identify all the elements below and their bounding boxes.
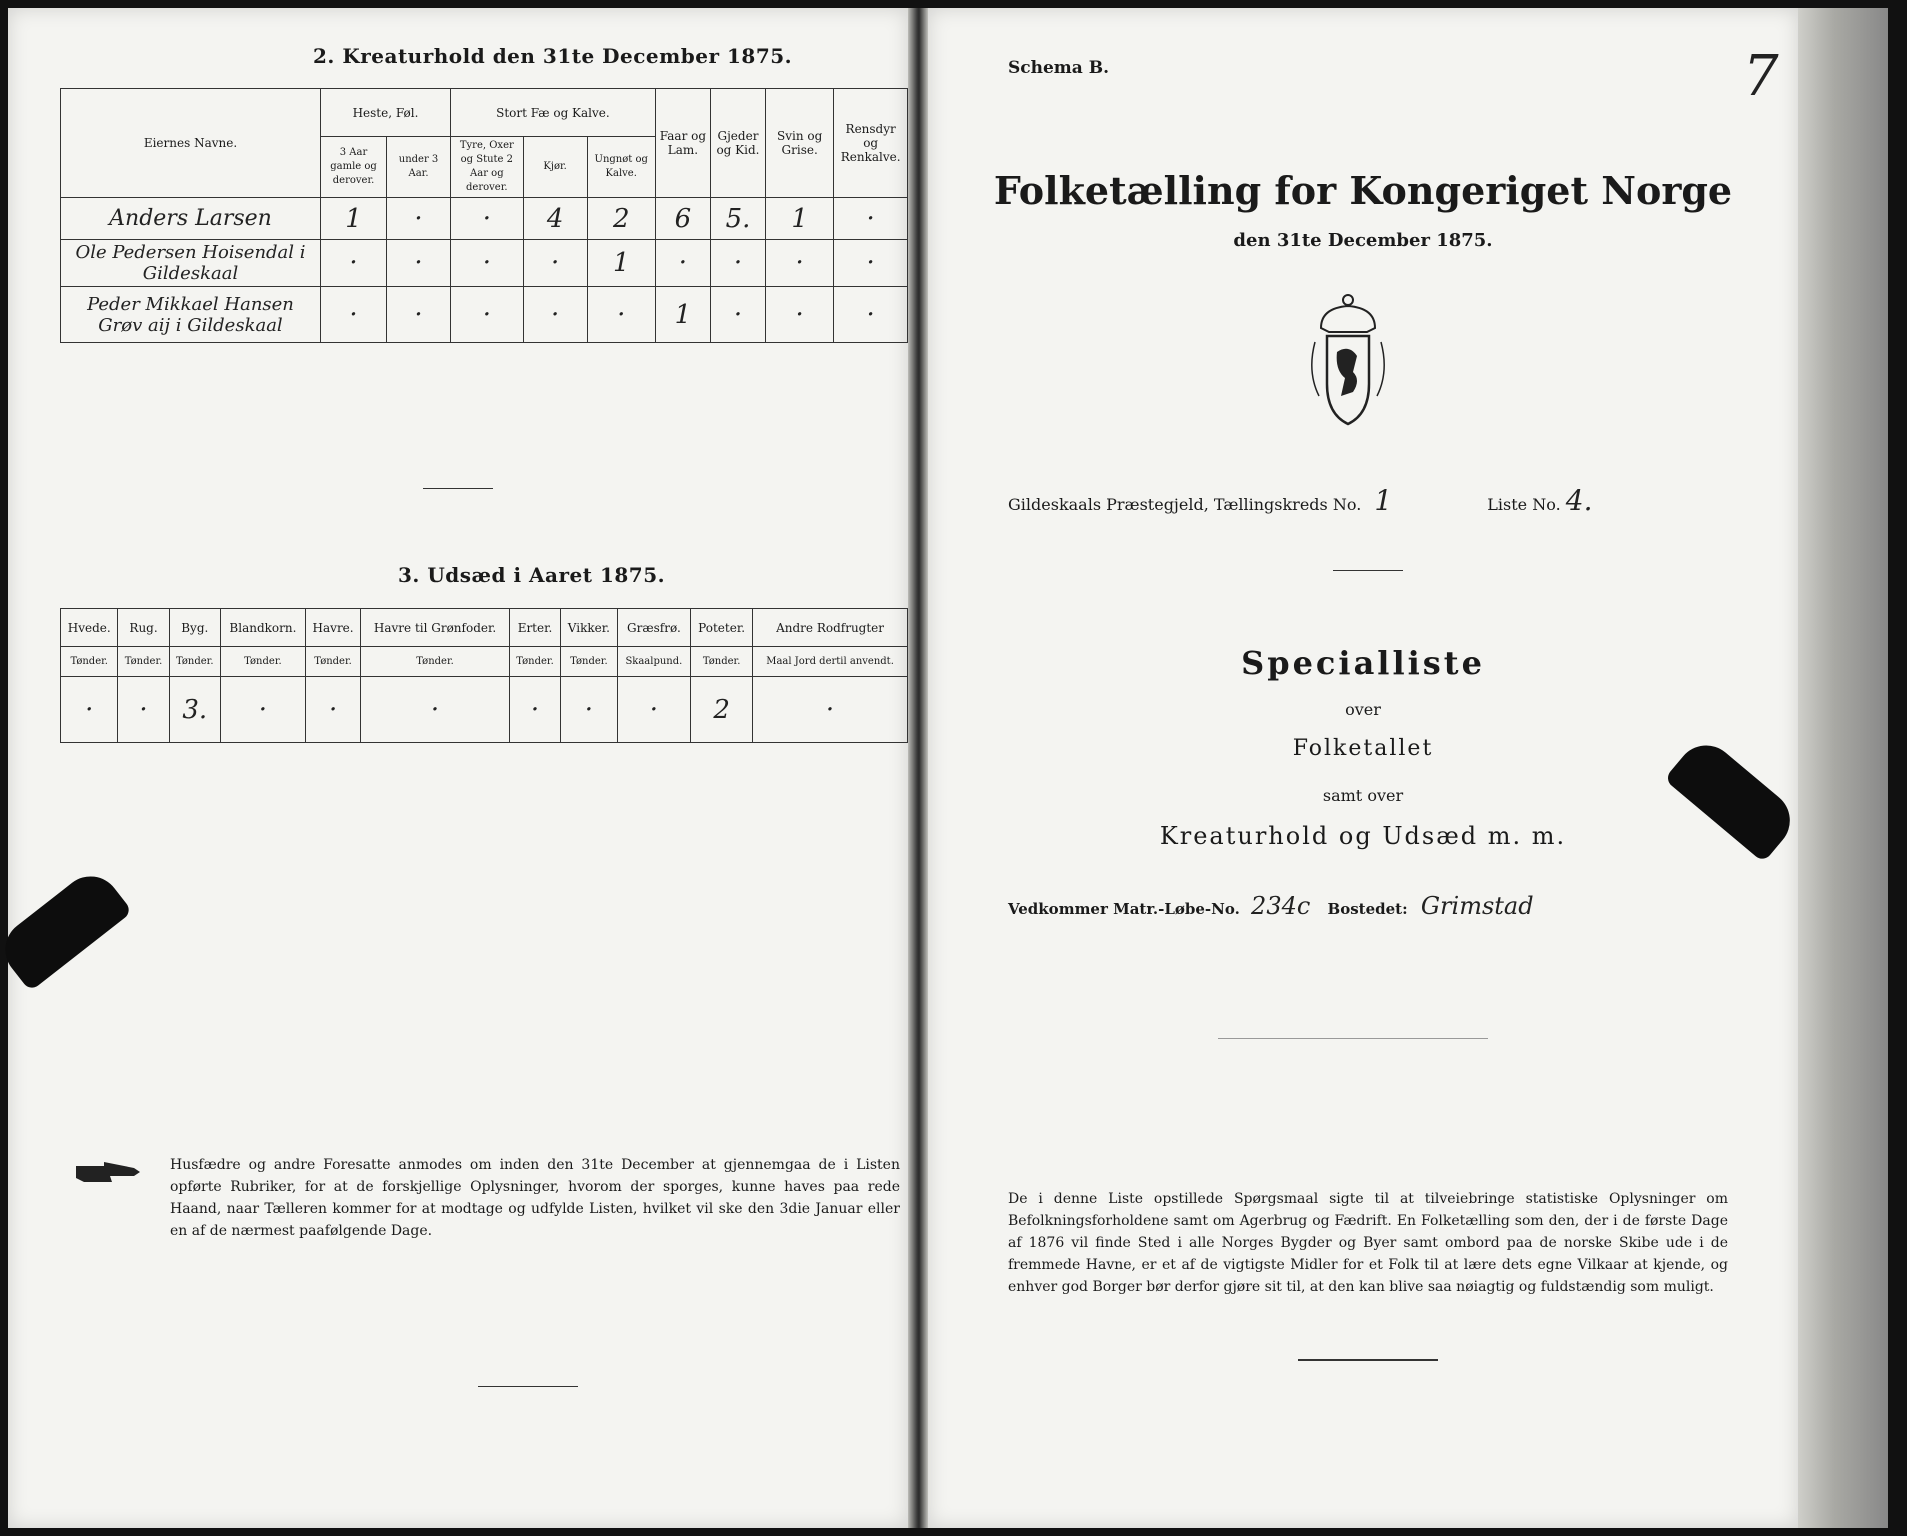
section2-title: 2. Kreaturhold den 31te December 1875. xyxy=(313,44,793,68)
document-date: den 31te December 1875. xyxy=(1233,230,1493,251)
cell: · xyxy=(710,287,765,343)
matr-line xyxy=(1008,892,1534,920)
document-title: Folketælling for Kongeriget Norge xyxy=(993,168,1733,213)
left-page xyxy=(8,8,908,1528)
district-value: 1 xyxy=(1374,484,1393,517)
cell: · xyxy=(523,287,587,343)
sowing-value: · xyxy=(361,677,510,743)
header-horses-young: under 3 Aar. xyxy=(387,137,451,198)
cell: · xyxy=(387,240,451,287)
owner-name: Peder Mikkael Hansen Grøv aij i Gildeskaal xyxy=(61,287,321,343)
header-cattle: Stort Fæ og Kalve. xyxy=(450,89,655,137)
sowing-header: Byg. xyxy=(169,609,220,647)
bosted-value: Grimstad xyxy=(1420,892,1534,920)
cell: 2 xyxy=(587,198,655,240)
special-list-title: Specialliste xyxy=(1241,644,1485,682)
cell: · xyxy=(710,240,765,287)
header-sheep: Faar og Lam. xyxy=(655,89,710,198)
divider xyxy=(1333,570,1403,571)
header-horses: Heste, Føl. xyxy=(320,89,450,137)
divider xyxy=(423,488,493,489)
sowing-value: 3. xyxy=(169,677,220,743)
right-page xyxy=(928,8,1798,1528)
owner-name: Anders Larsen xyxy=(61,198,321,240)
sowing-unit: Tønder. xyxy=(169,647,220,677)
list-label: Liste No. xyxy=(1487,495,1561,514)
owner-name: Ole Pedersen Hoisendal i Gildeskaal xyxy=(61,240,321,287)
cell: · xyxy=(655,240,710,287)
sowing-value: · xyxy=(305,677,360,743)
table-row xyxy=(61,287,908,343)
sowing-header: Erter. xyxy=(509,609,560,647)
sowing-unit: Tønder. xyxy=(561,647,618,677)
sowing-header: Havre. xyxy=(305,609,360,647)
cell: 1 xyxy=(655,287,710,343)
book-gutter xyxy=(908,8,928,1528)
section3-title: 3. Udsæd i Aaret 1875. xyxy=(398,563,666,587)
divider xyxy=(1298,1359,1438,1361)
sowing-unit: Tønder. xyxy=(118,647,169,677)
sowing-unit: Skaalpund. xyxy=(617,647,690,677)
cell: · xyxy=(387,198,451,240)
cell: 5. xyxy=(710,198,765,240)
cell: 4 xyxy=(523,198,587,240)
sowing-unit: Tønder. xyxy=(691,647,753,677)
pointing-hand-icon xyxy=(74,1158,164,1188)
sowing-header: Vikker. xyxy=(561,609,618,647)
livestock-title: Kreaturhold og Udsæd m. m. xyxy=(1159,822,1567,850)
livestock-table xyxy=(60,88,908,343)
sowing-header: Poteter. xyxy=(691,609,753,647)
page-number: 7 xyxy=(1743,44,1779,109)
sowing-header: Rug. xyxy=(118,609,169,647)
sowing-header: Blandkorn. xyxy=(220,609,305,647)
cell: 1 xyxy=(766,198,834,240)
cell: · xyxy=(834,198,908,240)
cell: · xyxy=(766,240,834,287)
header-goats: Gjeder og Kid. xyxy=(710,89,765,198)
matr-label: Vedkommer Matr.-Løbe-No. xyxy=(1008,900,1240,918)
header-bulls: Tyre, Oxer og Stute 2 Aar og derover. xyxy=(450,137,523,198)
sowing-unit: Tønder. xyxy=(305,647,360,677)
sowing-header: Andre Rodfrugter xyxy=(753,609,908,647)
cell: · xyxy=(320,287,386,343)
cell: · xyxy=(587,287,655,343)
table-row xyxy=(61,198,908,240)
cell: · xyxy=(766,287,834,343)
page-edges xyxy=(1798,8,1888,1528)
sowing-unit: Tønder. xyxy=(361,647,510,677)
sowing-value: · xyxy=(118,677,169,743)
sowing-unit: Tønder. xyxy=(220,647,305,677)
divider xyxy=(1218,1038,1488,1039)
district-label: Tællingskreds No. xyxy=(1213,495,1362,514)
over-label: over xyxy=(1345,700,1381,719)
cell: · xyxy=(834,287,908,343)
sowing-header: Havre til Grønfoder. xyxy=(361,609,510,647)
parish-label: Gildeskaals Præstegjeld, xyxy=(1008,495,1209,514)
cell: 1 xyxy=(320,198,386,240)
cell: · xyxy=(450,287,523,343)
divider xyxy=(478,1386,578,1387)
cell: 1 xyxy=(587,240,655,287)
sowing-value: · xyxy=(617,677,690,743)
sowing-value: · xyxy=(61,677,118,743)
header-reindeer: Rensdyr og Renkalve. xyxy=(834,89,908,198)
sowing-value: · xyxy=(561,677,618,743)
header-owner: Eiernes Navne. xyxy=(61,89,321,198)
header-cows: Kjør. xyxy=(523,137,587,198)
folketallet-label: Folketallet xyxy=(1292,736,1434,761)
list-value: 4. xyxy=(1565,484,1593,517)
sowing-value: · xyxy=(509,677,560,743)
sowing-unit: Tønder. xyxy=(61,647,118,677)
header-horses-old: 3 Aar gamle og derover. xyxy=(320,137,386,198)
location-line xyxy=(1008,484,1592,517)
samt-over-label: samt over xyxy=(1322,786,1404,805)
sowing-value: 2 xyxy=(691,677,753,743)
instructions-notice: Husfædre og andre Foresatte anmodes om inden den 31te December at gjennemgaa de i Listen opførte Rubriker, for at de forskjellige Oplysninger, hvorom der sporges, kunne haves paa rede Haand, naar Tælleren kommer for at modtage og udfylde Listen, hvilket vil ske den 3die Januar eller en af de nærmest paafølgende Dage. xyxy=(170,1157,900,1239)
cell: · xyxy=(523,240,587,287)
table-row xyxy=(61,240,908,287)
sowing-unit: Maal Jord dertil anvendt. xyxy=(753,647,908,677)
sowing-value: · xyxy=(220,677,305,743)
cell: · xyxy=(450,198,523,240)
sowing-header: Græsfrø. xyxy=(617,609,690,647)
schema-label: Schema B. xyxy=(1008,58,1110,78)
sowing-value: · xyxy=(753,677,908,743)
cell: · xyxy=(387,287,451,343)
cell: · xyxy=(320,240,386,287)
header-pigs: Svin og Grise. xyxy=(766,89,834,198)
matr-value: 234c xyxy=(1251,892,1311,920)
cell: 6 xyxy=(655,198,710,240)
cell: · xyxy=(450,240,523,287)
bosted-label: Bostedet: xyxy=(1327,900,1408,918)
coat-of-arms-icon xyxy=(1303,292,1393,440)
bleed-through-margin xyxy=(8,8,68,1528)
cell: · xyxy=(834,240,908,287)
sowing-table xyxy=(60,608,908,743)
document-spread xyxy=(8,8,1888,1528)
purpose-notice: De i denne Liste opstillede Spørgsmaal sigte til at tilveiebringe statistiske Oplysninger om Befolkningsforholdene samt om Agerbrug og Fædrift. En Folketælling som den, der i de første Dage af 1876 vil finde Sted i alle Norges Bygder og Byer samt ombord paa de norske Skibe ude i de fremmede Havne, er et af de vigtigste Midler for et Folk til at lære dets egne Vilkaar at kjende, og enhver god Borger bør derfor gjøre sit til, at den kan blive saa nøiagtig og fuldstændig som muligt. xyxy=(1008,1191,1728,1295)
sowing-header: Hvede. xyxy=(61,609,118,647)
sowing-unit: Tønder. xyxy=(509,647,560,677)
header-calves: Ungnøt og Kalve. xyxy=(587,137,655,198)
